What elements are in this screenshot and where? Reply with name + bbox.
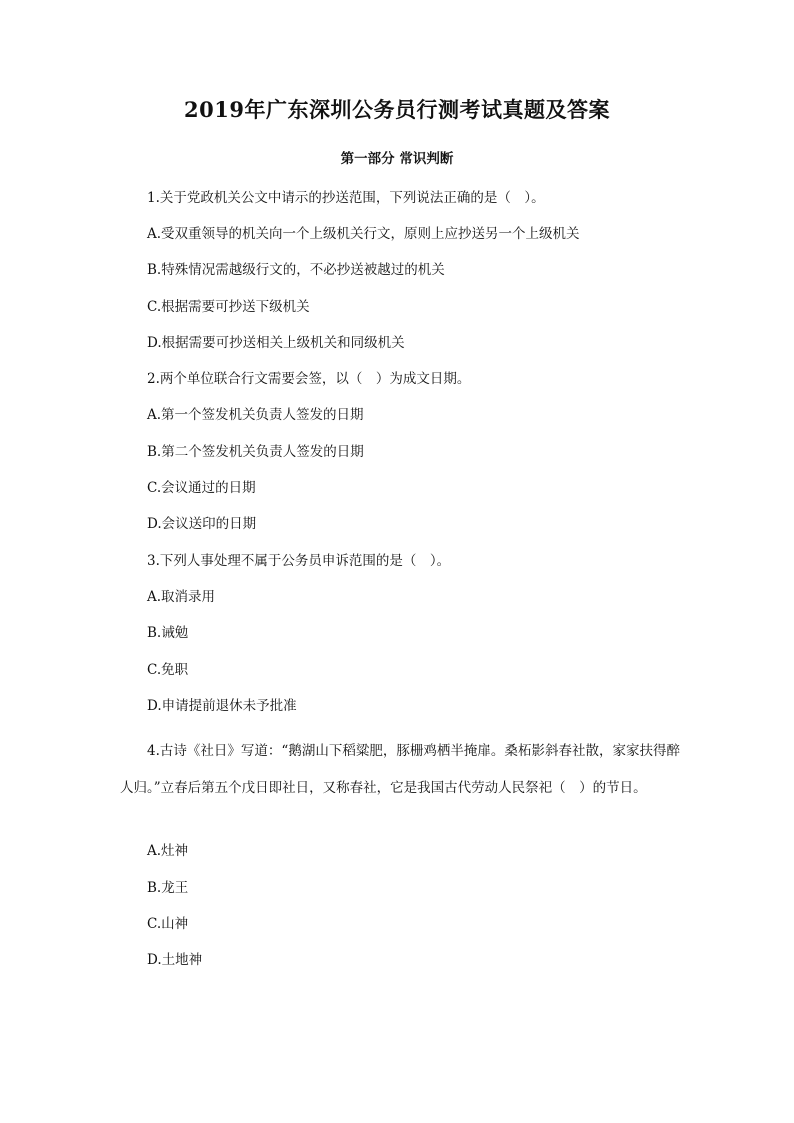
- question-4-option-a: A.灶神: [147, 843, 189, 859]
- question-4-option-c: C.山神: [147, 916, 189, 932]
- question-1-option-b: B.特殊情况需越级行文的，不必抄送被越过的机关: [147, 262, 445, 278]
- question-4-option-d: D.土地神: [147, 952, 203, 968]
- question-3-option-c: C.免职: [147, 662, 189, 678]
- question-3-option-d: D.申请提前退休未予批准: [147, 698, 297, 714]
- question-2-option-d: D.会议送印的日期: [147, 516, 257, 532]
- question-1-stem: 1.关于党政机关公文中请示的抄送范围，下列说法正确的是（ ）。: [147, 190, 545, 206]
- question-1-option-a: A.受双重领导的机关向一个上级机关行文，原则上应抄送另一个上级机关: [147, 226, 580, 242]
- question-2-stem: 2.两个单位联合行文需要会签，以（ ）为成文日期。: [147, 371, 471, 387]
- question-3-option-b: B.诫勉: [147, 625, 189, 641]
- question-2-option-b: B.第二个签发机关负责人签发的日期: [147, 444, 364, 460]
- question-2-option-a: A.第一个签发机关负责人签发的日期: [147, 407, 364, 423]
- question-2-option-c: C.会议通过的日期: [147, 480, 256, 496]
- question-1-option-c: C.根据需要可抄送下级机关: [147, 299, 310, 315]
- question-1-option-d: D.根据需要可抄送相关上级机关和同级机关: [147, 335, 405, 351]
- document-title: 2019年广东深圳公务员行测考试真题及答案: [184, 97, 610, 122]
- section-heading: 第一部分 常识判断: [340, 151, 454, 167]
- question-3-stem: 3.下列人事处理不属于公务员申诉范围的是（ ）。: [147, 553, 451, 569]
- question-4-option-b: B.龙王: [147, 880, 189, 896]
- question-4-stem: 4.古诗《社日》写道：“鹅湖山下稻粱肥，豚栅鸡栖半掩扉。桑柘影斜春社散，家家扶得醉人归。”立春后第五个戊日即社日，又称春社，它是我国古代劳动人民祭祀（ ）的节日。: [120, 743, 680, 796]
- question-3-option-a: A.取消录用: [147, 589, 216, 605]
